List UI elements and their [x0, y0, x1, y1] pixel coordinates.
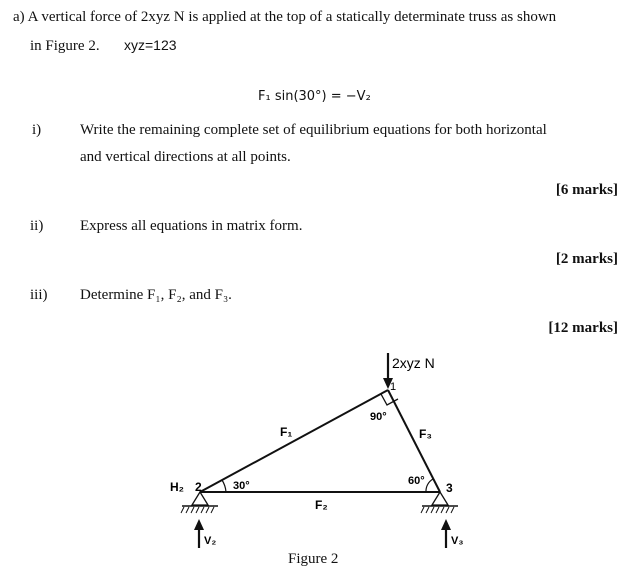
angle-right-label: 60°: [408, 475, 425, 487]
member-f1-label: F₁: [280, 425, 293, 439]
angle-arc-right: [426, 479, 433, 492]
subpart-i-line2: and vertical directions at all points.: [80, 149, 291, 165]
subpart-i-marks: [6 marks]: [555, 182, 618, 198]
support-right-hatching: [421, 507, 454, 513]
reaction-v2-label: V₂: [204, 535, 217, 547]
subpart-i-line1: Write the remaining complete set of equilibrium equations for both horizontal: [80, 122, 547, 138]
joint-3-label: 3: [446, 481, 453, 495]
member-f1: [200, 390, 388, 492]
figure-caption: Figure 2: [288, 551, 339, 567]
load-label: 2xyz N: [392, 355, 435, 371]
angle-arc-left: [222, 480, 226, 492]
given-equation: F₁ sin(30°) = −V₂: [258, 89, 371, 104]
subpart-iii-marks: [12 marks]: [548, 320, 618, 336]
reaction-v3-head: [441, 519, 451, 530]
reaction-v3-label: V₃: [451, 535, 464, 547]
subpart-i-label: i): [32, 122, 42, 138]
member-f3-label: F₃: [419, 427, 432, 441]
angle-top-label: 90°: [370, 411, 387, 423]
handwritten-value: xyz=123: [124, 37, 177, 53]
support-left-hatching: [181, 507, 214, 513]
part-a-line1: a) A vertical force of 2xyz N is applied at the top of a statically determinate truss as shown: [13, 9, 557, 25]
reaction-v2-head: [194, 519, 204, 530]
subpart-ii-label: ii): [30, 218, 44, 234]
subpart-iii-line1: Determine F₁, F₂, and F₃.: [80, 287, 232, 303]
angle-left-label: 30°: [233, 480, 250, 492]
subpart-ii-line1: Express all equations in matrix form.: [80, 218, 303, 234]
member-f2-label: F₂: [315, 498, 328, 512]
reaction-h2-label: H₂: [170, 480, 184, 494]
joint-2-label: 2: [195, 480, 202, 494]
subpart-ii-marks: [2 marks]: [555, 251, 618, 267]
part-a-line2: in Figure 2.: [30, 38, 100, 54]
subpart-iii-label: iii): [30, 287, 48, 303]
joint-1-label: 1: [390, 381, 397, 393]
